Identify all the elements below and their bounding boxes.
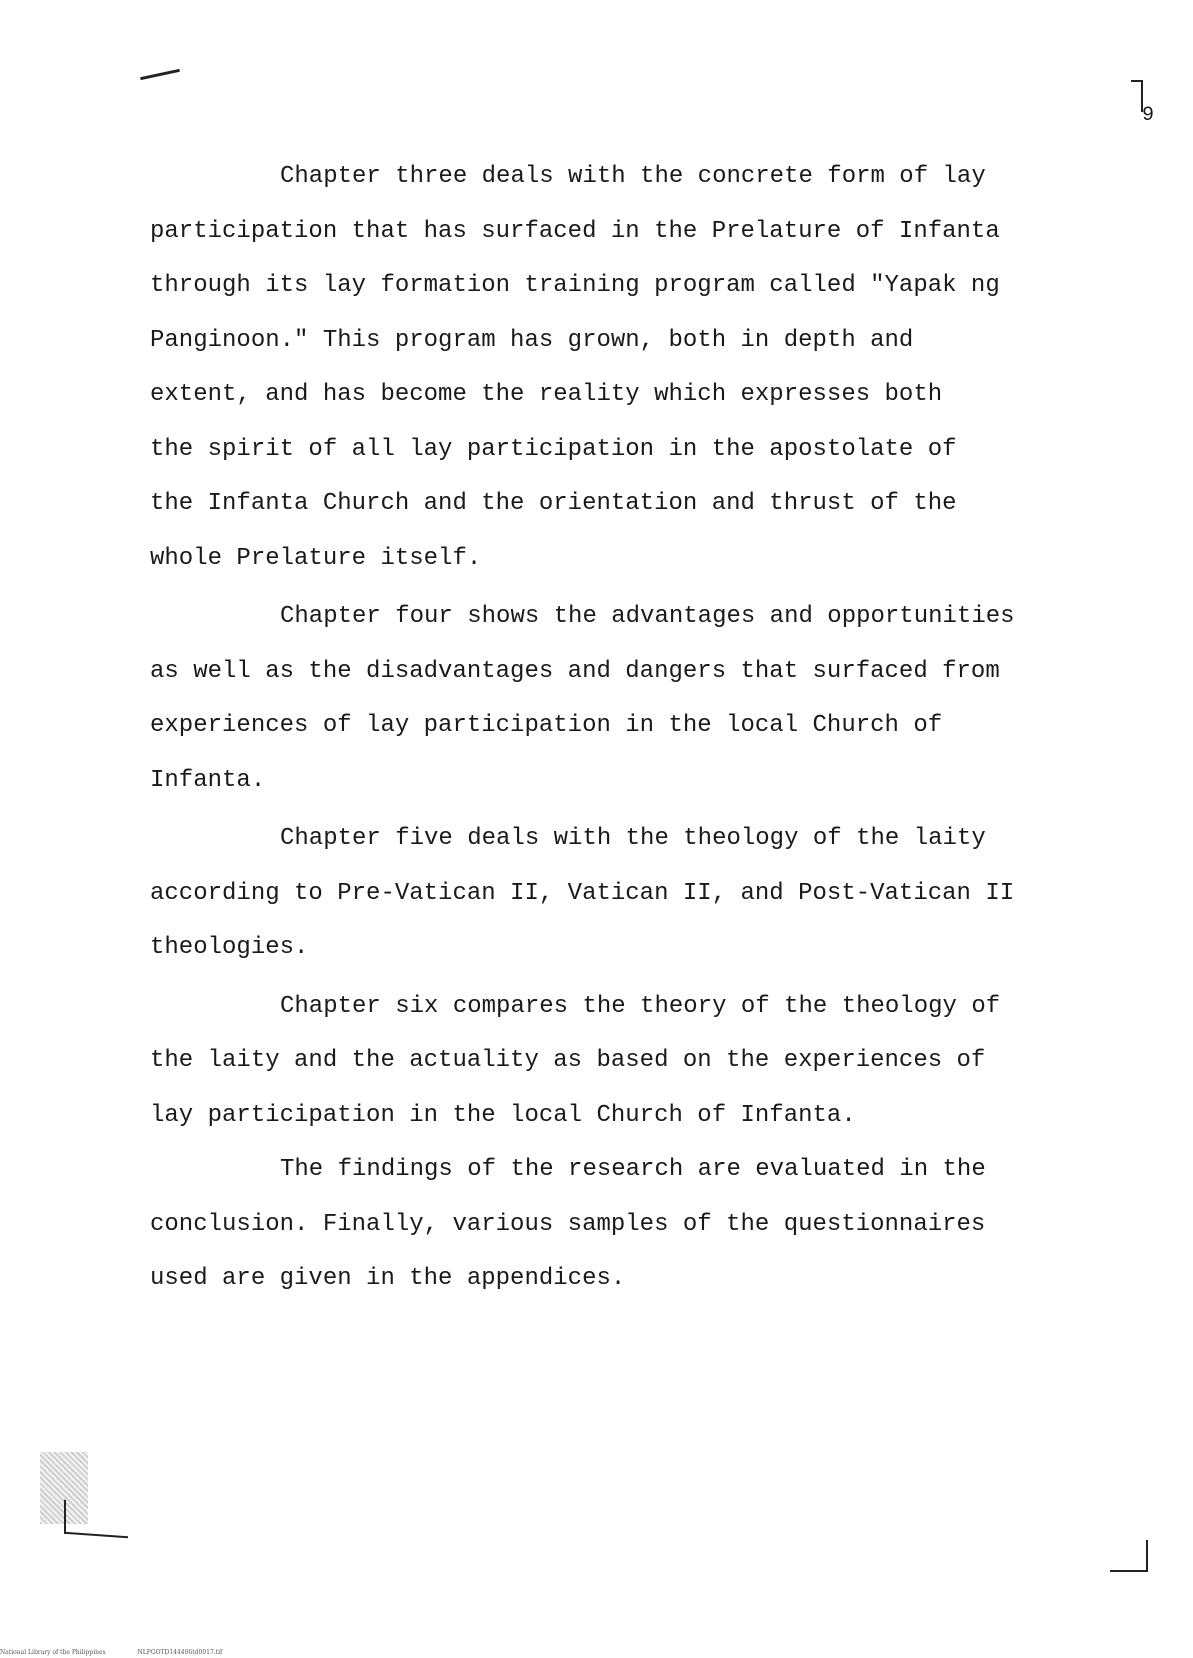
paragraph-line: Infanta. <box>150 766 266 794</box>
paragraph-line: Chapter four shows the advantages and opportunities <box>280 603 1015 630</box>
scan-mark-top-left <box>140 69 180 80</box>
paragraph-chapter-three <box>150 150 1120 586</box>
paragraph-line: whole Prelature itself. <box>150 544 482 572</box>
paragraph-line: theologies. <box>150 934 309 961</box>
paragraph-line: conclusion. Finally, various samples of the questionnaires <box>150 1210 986 1238</box>
paragraph-chapter-five <box>150 812 1120 976</box>
scan-footer <box>0 1649 252 1656</box>
paragraph-chapter-four <box>150 590 1120 808</box>
paragraph-line: used are given in the appendices. <box>150 1265 626 1292</box>
page-number: 9 <box>1142 104 1155 127</box>
paragraph-line: experiences of lay participation in the local Church of <box>150 712 943 739</box>
paragraph-line: as well as the disadvantages and dangers that surfaced from <box>150 657 1000 685</box>
paragraph-line: Chapter six compares the theory of the theology of <box>280 992 1001 1020</box>
paragraph-line: The findings of the research are evaluated in the <box>280 1156 986 1183</box>
paragraph-line: the Infanta Church and the orientation and thrust of the <box>150 490 957 517</box>
paragraph-line: Chapter three deals with the concrete form of lay <box>280 163 986 190</box>
paragraph-line: participation that has surfaced in the Prelature of Infanta <box>150 217 1000 245</box>
paragraph-line: lay participation in the local Church of Infanta. <box>150 1101 856 1129</box>
paragraph-line: according to Pre-Vatican II, Vatican II, and Post-Vatican II <box>150 879 1015 907</box>
crop-mark-bottom-right <box>1110 1540 1148 1572</box>
paragraph-chapter-six <box>150 980 1120 1144</box>
crop-mark-bottom-left <box>64 1500 128 1538</box>
paragraph-line: the laity and the actuality as based on the experiences of <box>150 1047 986 1074</box>
footer-file: NLPGOTD144406td0017.tif <box>137 1649 223 1656</box>
paragraph-line: the spirit of all lay participation in the apostolate of <box>150 435 957 463</box>
paragraph-line: Panginoon." This program has grown, both in depth and <box>150 326 914 354</box>
document-body <box>150 150 1120 1307</box>
paragraph-conclusion <box>150 1143 1120 1307</box>
footer-library: National Library of the Philippines <box>0 1649 106 1656</box>
paragraph-line: extent, and has become the reality which expresses both <box>150 381 943 408</box>
paragraph-line: Chapter five deals with the theology of the laity <box>280 825 986 852</box>
paragraph-line: through its lay formation training program called "Yapak ng <box>150 272 1000 299</box>
